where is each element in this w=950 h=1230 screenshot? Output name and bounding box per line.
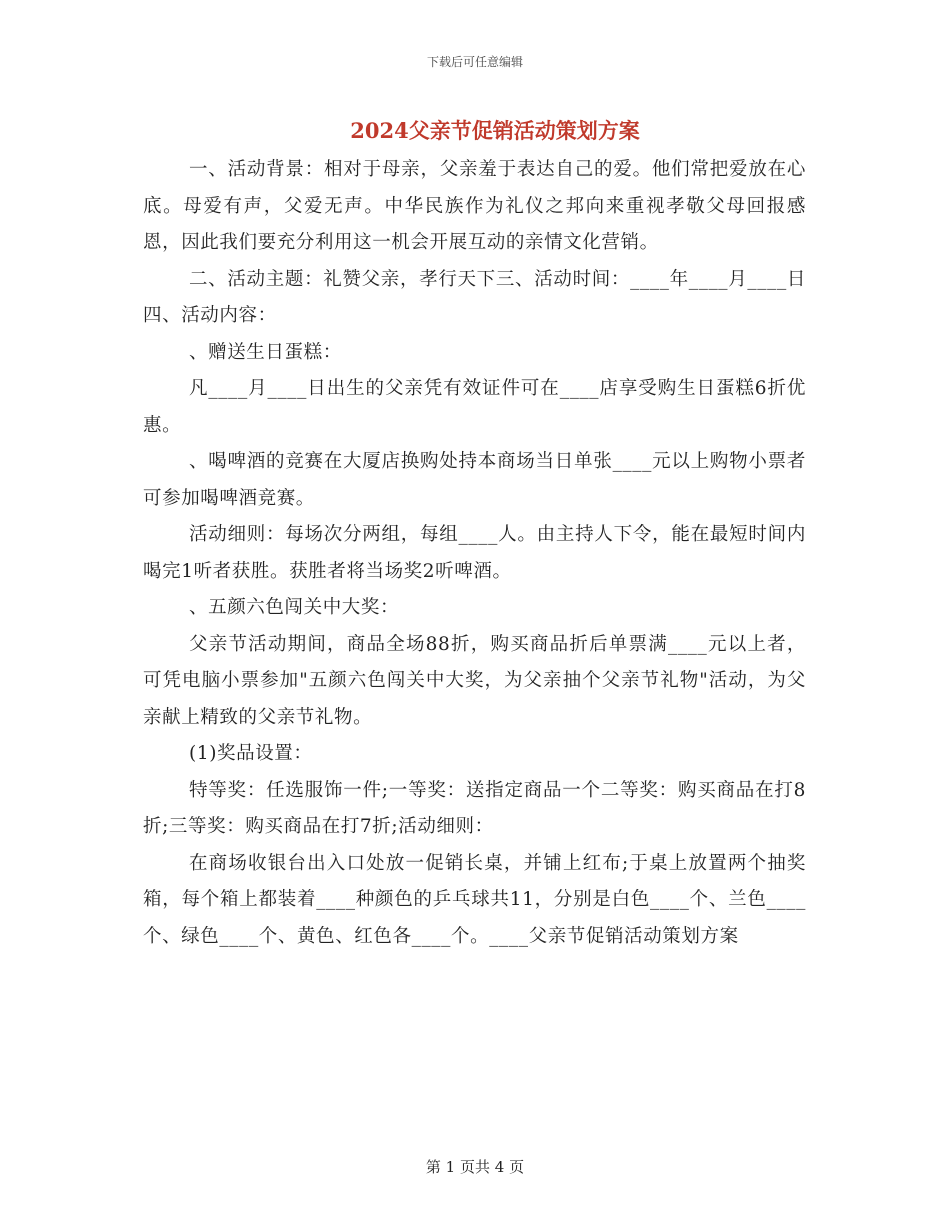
- paragraph: 、五颜六色闯关中大奖：: [189, 597, 400, 618]
- paragraph: 特等奖：任选服饰一件;一等奖：送指定商品一个二等奖：购买商品在打8折;三等奖：购买商品在打7折;活动细则：: [143, 779, 806, 837]
- paragraph: 凡____月____日出生的父亲凭有效证件可在____店享受购生日蛋糕6折优惠。: [143, 378, 806, 436]
- document-body: [143, 152, 806, 955]
- paragraph: 在商场收银台出入口处放一促销长桌，并铺上红布;于桌上放置两个抽奖箱，每个箱上都装着____种颜色的乒乓球共11，分别是白色____个、兰色____个、绿色____个、黄色、红色各____个。____父亲节促销活动策划方案: [143, 852, 806, 947]
- page-footer: 第 1 页共 4 页: [425, 1158, 525, 1176]
- paragraph: 、赠送生日蛋糕：: [189, 341, 342, 363]
- paragraph: (1)奖品设置：: [189, 743, 313, 764]
- document-title: 2024父亲节促销活动策划方案: [350, 118, 640, 143]
- paragraph: 一、活动背景：相对于母亲，父亲羞于表达自己的爱。他们常把爱放在心底。母爱有声，父爱无声。中华民族作为礼仪之邦向来重视孝敬父母回报感恩，因此我们要充分利用这一机会开展互动的亲情文化营销。: [143, 159, 806, 253]
- paragraph: 活动细则：每场次分两组，每组____人。由主持人下令，能在最短时间内喝完1听者获胜。获胜者将当场奖2听啤酒。: [143, 524, 806, 582]
- paragraph: 父亲节活动期间，商品全场88折，购买商品折后单票满____元以上者，可凭电脑小票参加"五颜六色闯关中大奖，为父亲抽个父亲节礼物"活动，为父亲献上精致的父亲节礼物。: [143, 633, 806, 728]
- page-header: 下载后可任意编辑: [426, 55, 523, 69]
- paragraph: 、喝啤酒的竞赛在大厦店换购处持本商场当日单张____元以上购物小票者可参加喝啤酒竞赛。: [143, 451, 806, 509]
- paragraph: 二、活动主题：礼赞父亲，孝行天下三、活动时间：____年____月____日四、活动内容：: [143, 268, 806, 326]
